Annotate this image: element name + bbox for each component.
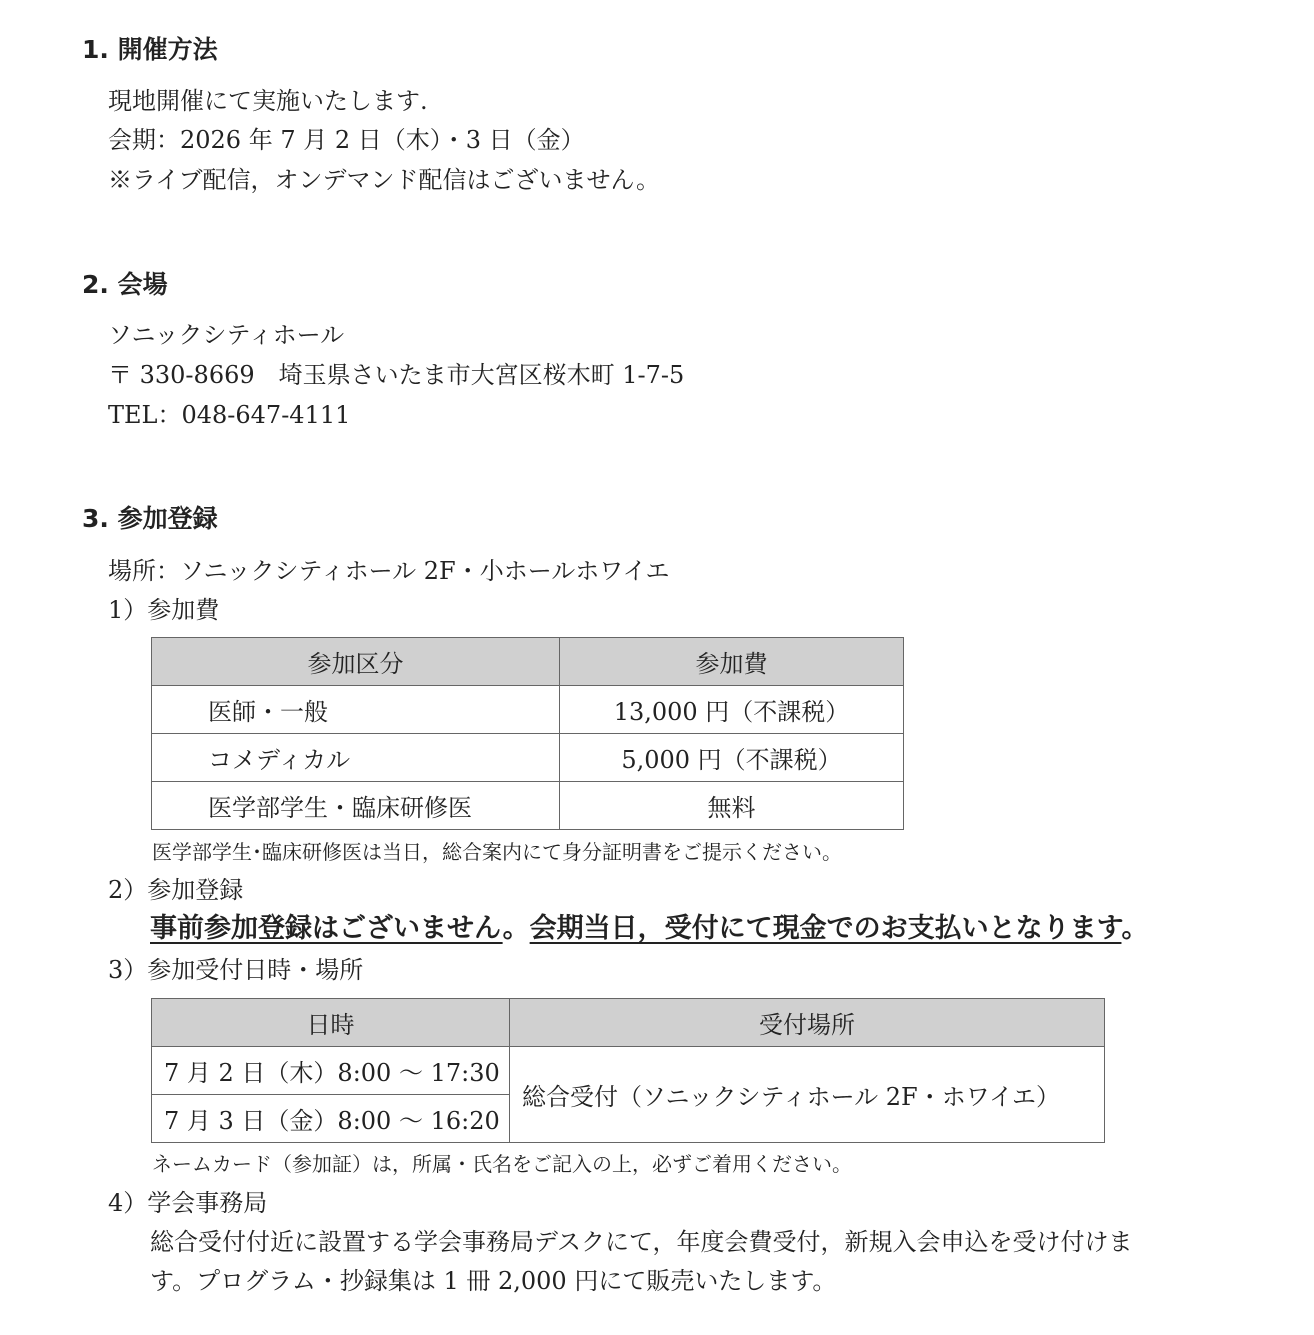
fee-amount: 無料 — [560, 782, 904, 830]
fee-amount: 5,000 円（不課税） — [560, 734, 904, 782]
reception-table — [151, 998, 1105, 1143]
fee-header-fee: 参加費 — [560, 638, 904, 686]
recv-place: 総合受付（ソニックシティホール 2F・ホワイエ） — [510, 1047, 1105, 1143]
reception-table-header — [152, 999, 1105, 1047]
method-line-3: ※ライブ配信，オンデマンド配信はございません。 — [108, 166, 660, 194]
fee-heading: 1）参加費 — [108, 596, 220, 624]
reg-emphasis-end: 。 — [1121, 913, 1149, 944]
fee-header-category: 参加区分 — [152, 638, 560, 686]
table-row — [152, 734, 904, 782]
reg-emphasis-2: 会期当日，受付にて現金でのお支払いとなります — [529, 913, 1122, 944]
recv-datetime: 7 月 2 日（木）8:00 ～ 17:30 — [152, 1047, 510, 1095]
recv-header-datetime: 日時 — [152, 999, 510, 1047]
venue-address: 〒 330-8669 埼玉県さいたま市大宮区桜木町 1-7-5 — [108, 361, 685, 389]
venue-name: ソニックシティホール — [108, 321, 345, 349]
office-line-2: す。プログラム・抄録集は 1 冊 2,000 円にて販売いたします。 — [150, 1267, 837, 1295]
reg-heading: 2）参加登録 — [108, 876, 244, 904]
method-line-2: 会期：2026 年 7 月 2 日（木）・3 日（金） — [108, 126, 585, 154]
recv-heading: 3）参加受付日時・場所 — [108, 956, 364, 984]
registration-place: 場所：ソニックシティホール 2F・小ホールホワイエ — [108, 557, 670, 585]
recv-header-place: 受付場所 — [510, 999, 1105, 1047]
fee-category: 医師・一般 — [152, 686, 560, 734]
method-line-1: 現地開催にて実施いたします. — [108, 87, 428, 115]
reg-emphasis — [150, 915, 1148, 942]
fee-note: 医学部学生･臨床研修医は当日，総合案内にて身分証明書をご提示ください。 — [152, 840, 842, 864]
venue-tel: TEL：048-647-4111 — [108, 401, 351, 429]
fee-table — [151, 637, 904, 830]
recv-note: ネームカード（参加証）は，所属・氏名をご記入の上，必ずご着用ください。 — [152, 1152, 852, 1176]
fee-table-header — [152, 638, 904, 686]
reg-emphasis-1: 事前参加登録はございません — [150, 913, 503, 944]
recv-datetime: 7 月 3 日（金）8:00 ～ 16:20 — [152, 1095, 510, 1143]
section-title-registration: 3. 参加登録 — [82, 504, 218, 533]
section-title-venue: 2. 会場 — [82, 270, 168, 299]
table-row — [152, 686, 904, 734]
fee-category: 医学部学生・臨床研修医 — [152, 782, 560, 830]
table-row — [152, 1047, 1105, 1095]
office-heading: 4）学会事務局 — [108, 1189, 268, 1217]
fee-category: コメディカル — [152, 734, 560, 782]
office-line-1: 総合受付付近に設置する学会事務局デスクにて，年度会費受付，新規入会申込を受け付けま — [150, 1228, 1133, 1256]
fee-amount: 13,000 円（不課税） — [560, 686, 904, 734]
section-title-method: 1. 開催方法 — [82, 35, 218, 64]
table-row — [152, 782, 904, 830]
reg-emphasis-sep: 。 — [502, 913, 530, 944]
